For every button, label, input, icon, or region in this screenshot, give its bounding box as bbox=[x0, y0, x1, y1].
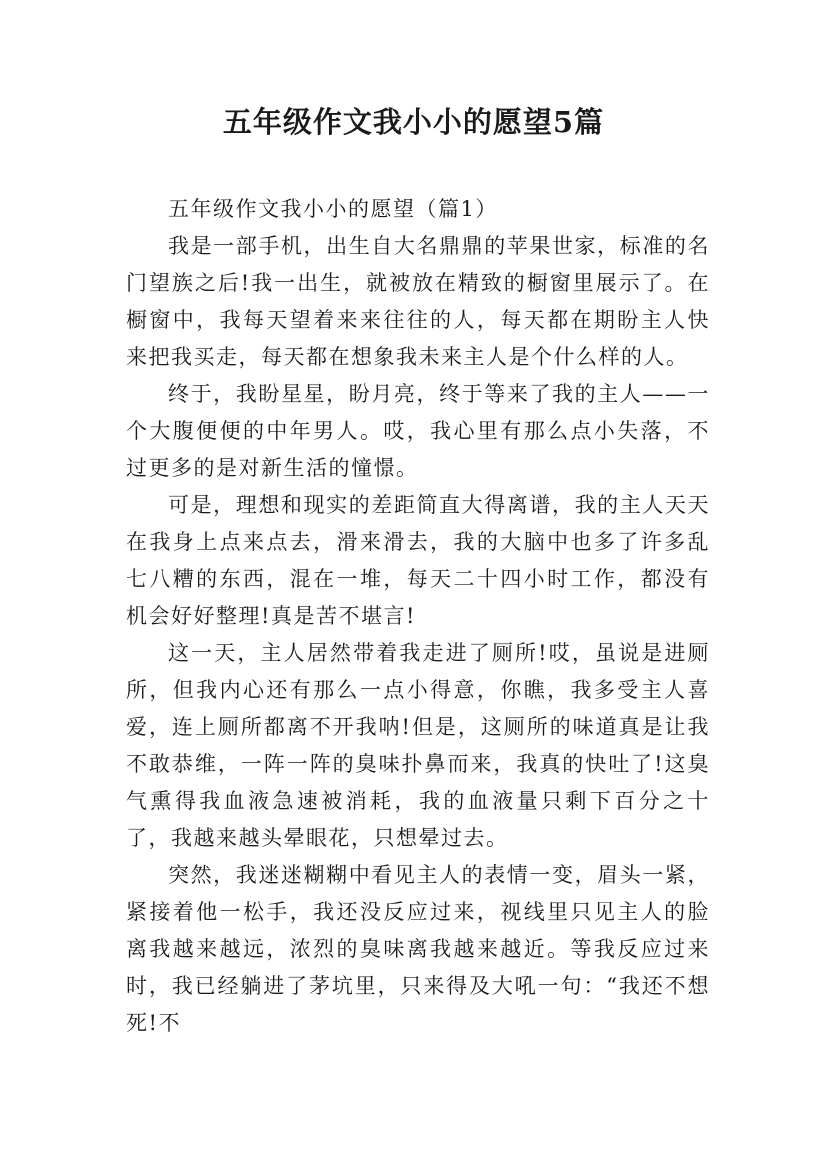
paragraph-4: 这一天，主人居然带着我走进了厕所!哎，虽说是进厕所，但我内心还有那么一点小得意，你瞧，我多受主人喜爱，连上厕所都离不开我呐!但是，这厕所的味道真是让我不敢恭维，一阵一阵的臭味扑鼻而来，我真的快吐了!这臭气熏得我血液急速被消耗，我的血液量只剩下百分之十了，我越来越头晕眼花，只想晕过去。 bbox=[126, 641, 710, 850]
document-title: 五年级作文我小小的愿望5篇 bbox=[222, 105, 605, 139]
paragraph-2: 终于，我盼星星，盼月亮，终于等来了我的主人——一个大腹便便的中年男人。哎，我心里有那么点小失落，不过更多的是对新生活的憧憬。 bbox=[126, 382, 710, 480]
section-heading: 五年级作文我小小的愿望（篇1） bbox=[168, 197, 498, 221]
paragraph-3: 可是，理想和现实的差距简直大得离谱，我的主人天天在我身上点来点去，滑来滑去，我的大脑中也多了许多乱七八糟的东西，混在一堆，每天二十四小时工作，都没有机会好好整理!真是苦不堪言! bbox=[126, 493, 710, 628]
paragraph-5: 突然，我迷迷糊糊中看见主人的表情一变，眉头一紧，紧接着他一松手，我还没反应过来，视线里只见主人的脸离我越来越远，浓烈的臭味离我越来越近。等我反应过来时，我已经躺进了茅坑里，只来得及大吼一句：“我还不想死!不 bbox=[126, 863, 710, 1035]
paragraph-1: 我是一部手机，出生自大名鼎鼎的苹果世家，标准的名门望族之后!我一出生，就被放在精致的橱窗里展示了。在橱窗中，我每天望着来来往往的人，每天都在期盼主人快来把我买走，每天都在想象我未来主人是个什么样的人。 bbox=[126, 234, 710, 369]
document-body bbox=[126, 191, 710, 1042]
